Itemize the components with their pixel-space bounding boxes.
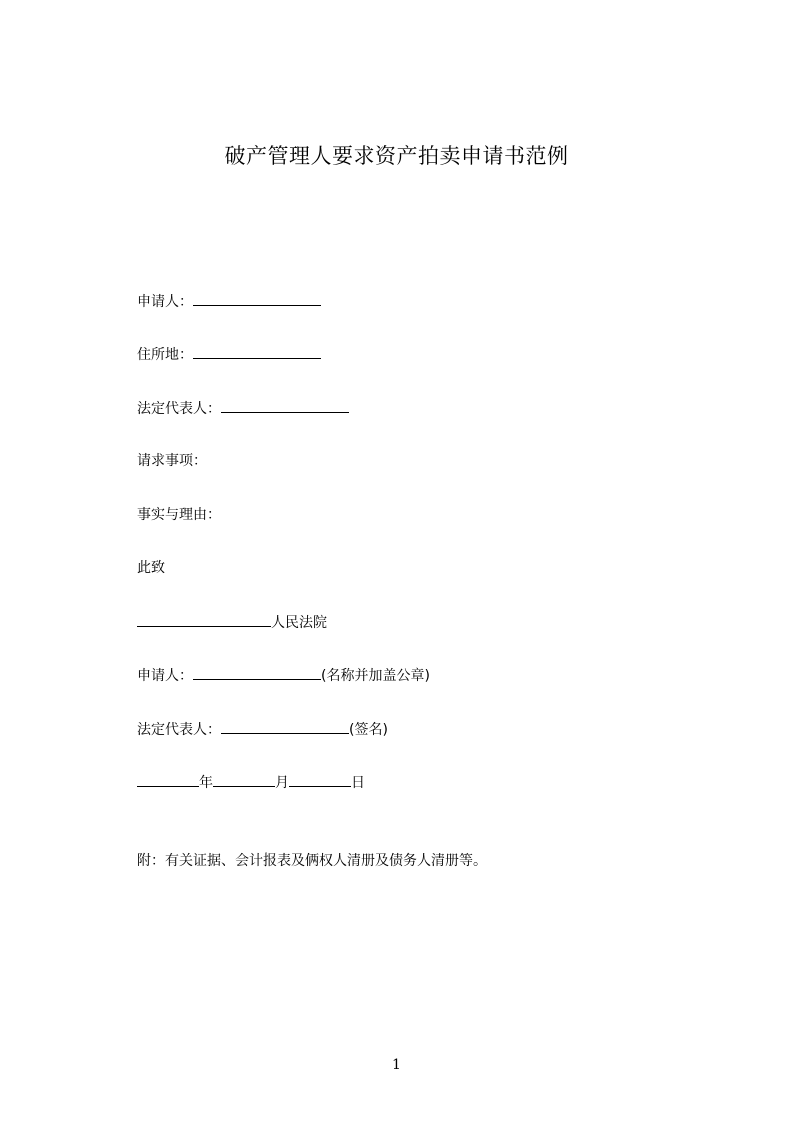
attachment-text: 附：有关证据、会计报表及俩权人清册及债务人清册等。 [137, 853, 487, 869]
legal-rep-label: 法定代表人： [137, 401, 221, 417]
sign-legal-rep-label: 法定代表人： [137, 722, 221, 738]
month-label: 月 [275, 775, 289, 791]
attachment-line [137, 851, 487, 871]
applicant-label: 申请人： [137, 294, 193, 310]
request-label: 请求事项： [137, 453, 207, 469]
salutation-line [137, 558, 165, 578]
facts-line [137, 505, 221, 525]
sign-legal-rep-blank [221, 719, 349, 734]
day-label: 日 [351, 775, 365, 791]
address-line [137, 344, 321, 365]
year-blank [137, 772, 199, 787]
address-label: 住所地： [137, 347, 193, 363]
sign-applicant-line [137, 665, 430, 686]
request-line [137, 451, 207, 471]
salutation-text: 此致 [137, 560, 165, 576]
applicant-line [137, 291, 321, 312]
court-suffix: 人民法院 [271, 615, 327, 631]
year-label: 年 [199, 775, 213, 791]
day-blank [289, 772, 351, 787]
legal-rep-line [137, 398, 349, 419]
court-line [137, 612, 327, 633]
sign-legal-rep-note: (签名) [349, 722, 388, 738]
sign-applicant-blank [193, 665, 321, 680]
page-number: 1 [392, 1057, 401, 1073]
sign-legal-rep-line [137, 719, 388, 740]
date-line [137, 772, 365, 793]
sign-applicant-note: (名称并加盖公章) [321, 668, 430, 684]
sign-applicant-label: 申请人： [137, 668, 193, 684]
address-blank [193, 344, 321, 359]
applicant-blank [193, 291, 321, 306]
facts-label: 事实与理由： [137, 507, 221, 523]
document-title: 破产管理人要求资产拍卖申请书范例 [224, 144, 569, 168]
court-name-blank [137, 612, 271, 627]
month-blank [213, 772, 275, 787]
legal-rep-blank [221, 398, 349, 413]
